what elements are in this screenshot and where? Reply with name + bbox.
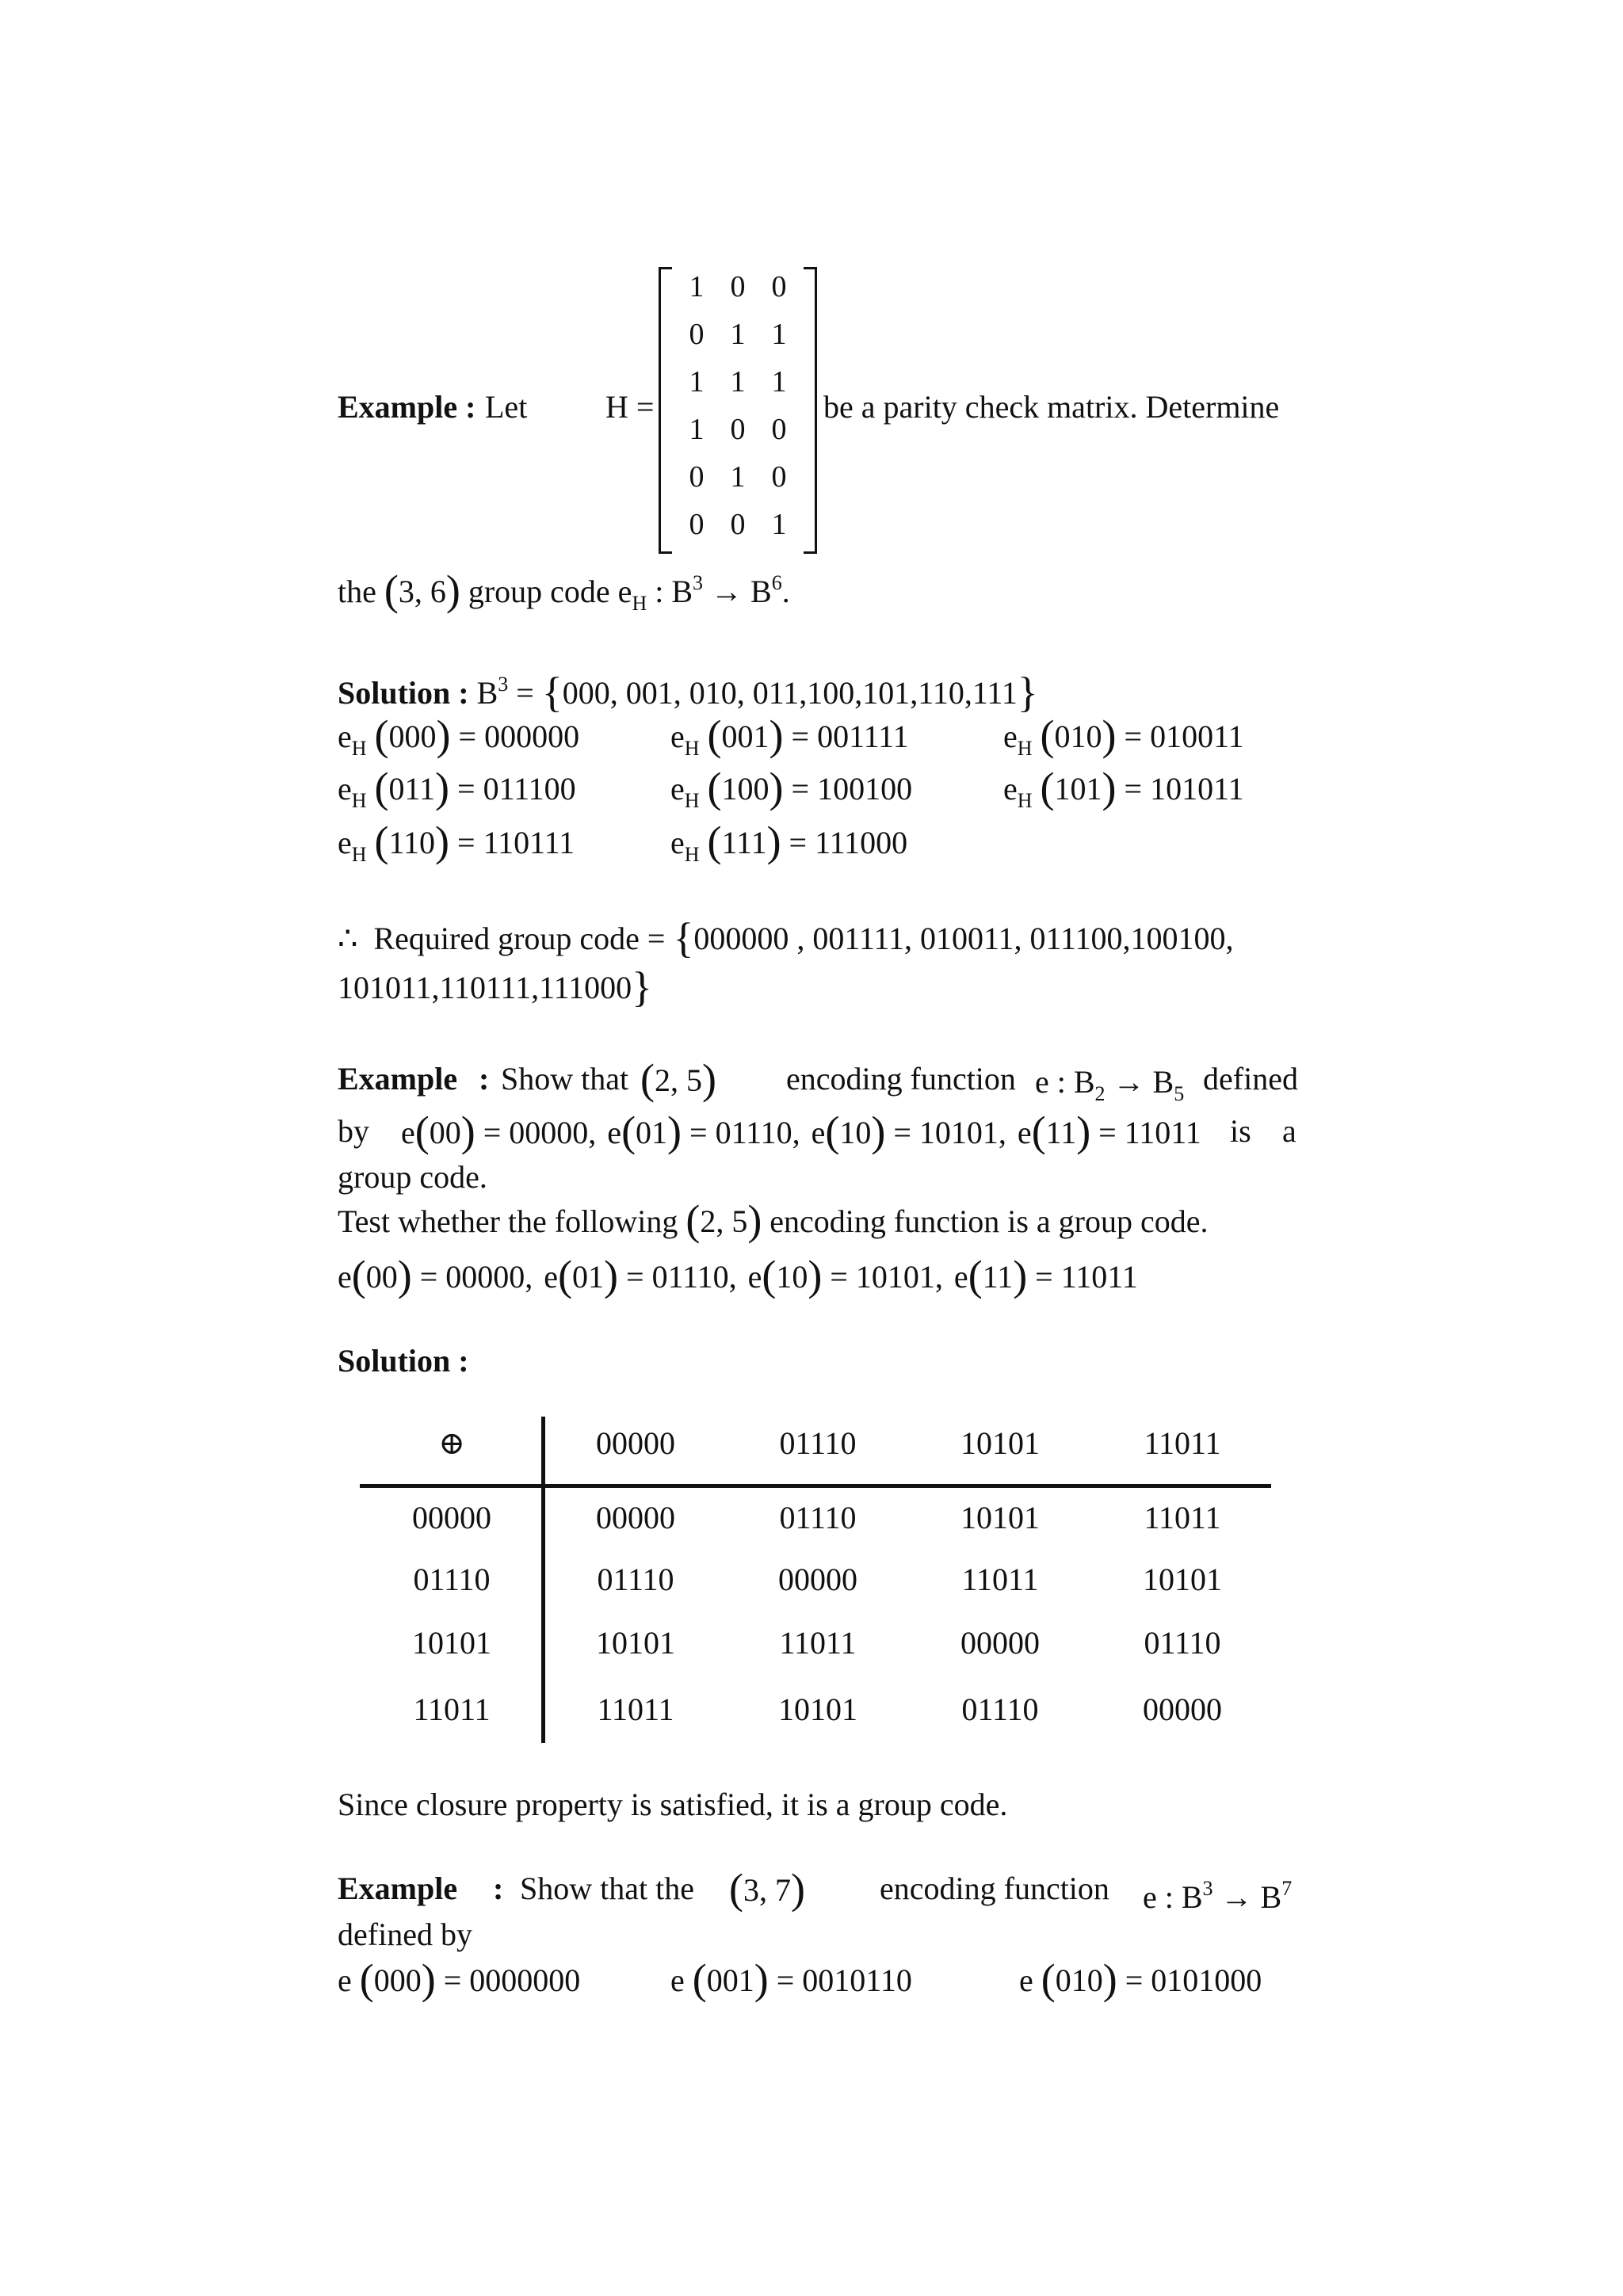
- defined-text: defined: [1203, 1061, 1298, 1097]
- matrix-row: [676, 507, 800, 542]
- code-params: 3, 6: [398, 574, 446, 609]
- example-3-params: (3, 7): [729, 1865, 805, 1913]
- encoding-argument: 010: [1054, 719, 1102, 754]
- required-group-code: ∴ Required group code = {000000 , 001111, 010011, 011100,100100,: [338, 914, 1234, 962]
- encoding-e: e: [338, 771, 352, 807]
- solution-2-label: Solution :: [338, 1343, 469, 1379]
- encoding-function-text-3: encoding function: [880, 1871, 1109, 1906]
- example-3-label: Example: [338, 1871, 458, 1906]
- encoding-sub: H: [684, 843, 700, 866]
- table-cell: 00000: [778, 1562, 857, 1597]
- encoding-item: $e_H$ (110) = 110111: [338, 818, 575, 866]
- table-row-header: 00000: [412, 1500, 491, 1535]
- matrix-entry: 0: [771, 270, 787, 303]
- map-sub-h: H: [632, 592, 647, 615]
- definition-3-value: 0000000: [469, 1962, 581, 1998]
- definition-value: 00000,: [509, 1115, 597, 1150]
- is-text: is: [1230, 1113, 1251, 1149]
- map-e: e: [617, 574, 632, 609]
- encoding-item: $e_H$ (011) = 011100: [338, 764, 576, 812]
- map3-arrow: → B: [1212, 1879, 1282, 1915]
- map2-arrow: → B: [1105, 1064, 1174, 1100]
- a-text: a: [1282, 1113, 1296, 1149]
- definition-argument: 01: [636, 1115, 668, 1150]
- example-2-colon: :: [479, 1061, 490, 1097]
- table-column-header: 01110: [779, 1425, 857, 1461]
- code-params-3-7: 3, 7: [743, 1872, 791, 1908]
- table-row-header: 01110: [413, 1562, 491, 1597]
- encoding-argument: 110: [388, 825, 436, 860]
- test-definitions: [338, 1252, 1138, 1299]
- definition-3-value: 0010110: [802, 1962, 912, 1998]
- map2-domain: e : B: [1035, 1064, 1095, 1100]
- example-2-definitions: [401, 1108, 1201, 1155]
- encoding-sub: H: [1017, 789, 1033, 812]
- map2-domain-sub: 2: [1094, 1082, 1106, 1105]
- definition-value: 10101,: [855, 1259, 943, 1295]
- table-cell: 01110: [779, 1500, 857, 1535]
- parity-check-matrix: [659, 267, 817, 549]
- definition-item: e(11) = 11011: [953, 1252, 1138, 1299]
- encoding-sub: H: [351, 789, 367, 812]
- matrix-entry: 1: [730, 460, 746, 494]
- matrix-entry: 0: [689, 460, 705, 494]
- closure-conclusion: Since closure property is satisfied, it is a group code.: [338, 1787, 1008, 1822]
- encoding-e: e: [670, 719, 685, 754]
- b3-elements: 000, 001, 010, 011,100,101,110,111: [562, 675, 1018, 711]
- encoding-argument: 001: [721, 719, 769, 754]
- group-code-text: group code: [468, 574, 610, 609]
- table-column-header: 11011: [1144, 1425, 1221, 1461]
- table-cell: 11011: [779, 1625, 857, 1661]
- xor-operator-symbol: ⊕: [438, 1425, 465, 1461]
- let-text: Let: [485, 389, 528, 425]
- encoding-e: e: [670, 771, 685, 807]
- definition-item: e(01) = 01110,: [544, 1252, 737, 1299]
- matrix-entry: 0: [730, 508, 746, 541]
- show-that-text: Show that: [501, 1061, 629, 1097]
- definition-argument: 00: [365, 1259, 398, 1295]
- code-params-2-5: 2, 5: [654, 1062, 702, 1098]
- definition-item-3: e (001) = 0010110: [670, 1955, 912, 2003]
- encoding-value: 000000: [484, 719, 580, 754]
- matrix-entry: 1: [771, 508, 787, 541]
- table-cell: 01110: [1144, 1625, 1221, 1661]
- definition-item: e(10) = 10101,: [811, 1108, 1006, 1155]
- encoding-e: e: [338, 825, 352, 860]
- encoding-e: e: [338, 719, 352, 754]
- test-pre: Test whether the following: [338, 1203, 678, 1239]
- matrix-entry: 1: [689, 365, 705, 399]
- matrix-entry: 0: [771, 460, 787, 494]
- matrix-entry: 1: [730, 365, 746, 399]
- encoding-argument: 101: [1054, 771, 1102, 807]
- test-post: encoding function is a group code.: [769, 1203, 1209, 1239]
- test-statement: Test whether the following (2, 5) encoding function is a group code.: [338, 1196, 1209, 1244]
- solution-1-set: Solution : $B^3 = \{000$, 001, 010, 011,100,101,110,111}: [338, 669, 1038, 716]
- encoding-e: e: [670, 825, 685, 860]
- map-domain-exp: 3: [693, 571, 704, 594]
- example-2-params: (2, 5): [640, 1055, 716, 1103]
- definition-3-argument: 001: [706, 1962, 754, 1998]
- encoding-argument: 111: [721, 825, 767, 860]
- the-text: the: [338, 574, 376, 609]
- h-equals: H =: [605, 389, 655, 425]
- definition-value: 01110,: [651, 1259, 737, 1295]
- definition-item: e(00) = 00000,: [401, 1108, 597, 1155]
- required-group-code-cont: 101011,110111,111000}: [338, 963, 653, 1011]
- encoding-argument: 000: [388, 719, 437, 754]
- map3-codomain-exp: 7: [1281, 1877, 1293, 1900]
- definition-argument: 11: [982, 1259, 1014, 1295]
- encoding-sub: H: [684, 789, 700, 812]
- group-code-line-2: 101011,110111,111000: [338, 970, 632, 1005]
- example-2-label: Example: [338, 1061, 458, 1097]
- table-column-header: 00000: [596, 1425, 675, 1461]
- encoding-item: $e_H$ (010) = 010011: [1003, 711, 1244, 760]
- encoding-item: $e_H$ (100) = 100100: [670, 764, 913, 812]
- by-text: by: [338, 1113, 369, 1149]
- matrix-entry: 1: [730, 318, 746, 351]
- matrix-description: be a parity check matrix. Determine: [823, 389, 1280, 425]
- encoding-item: $e_H$ (000) = 000000: [338, 711, 580, 760]
- definition-item: e(11) = 11011: [1017, 1108, 1201, 1155]
- encoding-item: $e_H$ (111) = 111000: [670, 818, 908, 866]
- encoding-value: 111000: [815, 825, 908, 860]
- map2-codomain-sub: 5: [1174, 1082, 1185, 1105]
- table-cell: 11011: [1144, 1500, 1221, 1535]
- encoding-value: 011100: [483, 771, 576, 807]
- map-codomain-exp: 6: [771, 571, 782, 594]
- b3-equals: =: [508, 675, 542, 711]
- definition-item-3: e (000) = 0000000: [338, 1955, 581, 2003]
- encoding-e: e: [1003, 719, 1018, 754]
- example-3-map: [1143, 1870, 1292, 1917]
- table-vertical-rule: [541, 1417, 545, 1743]
- definition-value: 11011: [1060, 1259, 1138, 1295]
- map-domain: : B: [647, 574, 693, 609]
- definition-item-3: e (010) = 0101000: [1019, 1955, 1262, 2003]
- matrix-row: [676, 317, 800, 352]
- matrix-entry: 1: [689, 413, 705, 446]
- matrix-entry: 1: [771, 318, 787, 351]
- matrix-row: [676, 412, 800, 447]
- matrix-row: [676, 460, 800, 494]
- definition-item: e(01) = 01110,: [607, 1108, 800, 1155]
- group-code-text-2: group code.: [338, 1159, 487, 1195]
- encoding-item: $e_H$ (101) = 101011: [1003, 764, 1244, 812]
- b3-symbol: B: [476, 675, 498, 711]
- encoding-argument: 011: [388, 771, 436, 807]
- definition-argument: 10: [776, 1259, 808, 1295]
- matrix-entry: 0: [689, 318, 705, 351]
- encoding-value: 001111: [817, 719, 909, 754]
- solution-1-label: Solution :: [338, 675, 469, 711]
- matrix-entry: 0: [730, 413, 746, 446]
- matrix-row: [676, 364, 800, 399]
- encoding-sub: H: [1017, 737, 1033, 760]
- encoding-function-text: encoding function: [786, 1061, 1016, 1097]
- matrix-right-bracket: [804, 267, 817, 554]
- matrix-entry: 1: [771, 365, 787, 399]
- table-horizontal-rule: [360, 1484, 1271, 1488]
- encoding-sub: H: [684, 737, 700, 760]
- table-cell: 10101: [778, 1691, 857, 1727]
- definition-3-argument: 000: [373, 1962, 422, 1998]
- definition-value: 01110,: [715, 1115, 800, 1150]
- definition-argument: 10: [839, 1115, 872, 1150]
- definition-item: e(10) = 10101,: [747, 1252, 943, 1299]
- definition-argument: 01: [572, 1259, 605, 1295]
- therefore-symbol: ∴: [338, 921, 358, 956]
- required-group-code-label: Required group code =: [373, 921, 666, 956]
- encoding-value: 100100: [817, 771, 913, 807]
- matrix-entry: 0: [689, 508, 705, 541]
- matrix-row: [676, 269, 800, 304]
- table-cell: 00000: [960, 1625, 1040, 1661]
- encoding-e: e: [1003, 771, 1018, 807]
- table-cell: 00000: [596, 1500, 675, 1535]
- group-code-line-1: 000000 , 001111, 010011, 011100,100100,: [693, 921, 1234, 956]
- map3-domain: e : B: [1143, 1879, 1203, 1915]
- matrix-entry: 1: [689, 270, 705, 303]
- matrix-entry: 0: [730, 270, 746, 303]
- definition-3-argument: 010: [1055, 1962, 1103, 1998]
- table-cell: 10101: [960, 1500, 1040, 1535]
- map3-domain-exp: 3: [1202, 1877, 1213, 1900]
- test-params: 2, 5: [700, 1203, 748, 1239]
- matrix-left-bracket: [659, 267, 672, 554]
- matrix-entry: 0: [771, 413, 787, 446]
- definition-item: e(00) = 00000,: [338, 1252, 533, 1299]
- definition-argument: 11: [1045, 1115, 1077, 1150]
- table-column-header: 10101: [960, 1425, 1040, 1461]
- table-cell: 00000: [1143, 1691, 1222, 1727]
- table-cell: 10101: [596, 1625, 675, 1661]
- encoding-value: 010011: [1150, 719, 1244, 754]
- defined-by-text: defined by: [338, 1917, 472, 1952]
- encoding-item: $e_H$ (001) = 001111: [670, 711, 909, 760]
- table-cell: 11011: [597, 1691, 674, 1727]
- period: .: [781, 574, 790, 609]
- map-arrow: → B: [703, 574, 772, 609]
- encoding-value: 110111: [483, 825, 575, 860]
- definition-value: 10101,: [918, 1115, 1006, 1150]
- table-cell: 01110: [597, 1562, 674, 1597]
- group-code-statement: the (3, 6) group code $e_H$ : $B^3 \to B^6$.: [338, 566, 790, 615]
- example-2-map: [1035, 1063, 1184, 1113]
- table-cell: 10101: [1143, 1562, 1222, 1597]
- table-cell: 01110: [961, 1691, 1039, 1727]
- definition-value: 00000,: [445, 1259, 533, 1295]
- example-3-colon: :: [493, 1871, 504, 1906]
- show-that-the-text: Show that the: [520, 1871, 694, 1906]
- encoding-sub: H: [351, 843, 367, 866]
- definition-argument: 00: [429, 1115, 461, 1150]
- table-row-header: 10101: [412, 1625, 491, 1661]
- definition-value: 11011: [1124, 1115, 1201, 1150]
- definition-3-value: 0101000: [1151, 1962, 1262, 1998]
- b3-exp: 3: [498, 673, 509, 696]
- encoding-argument: 100: [721, 771, 769, 807]
- encoding-value: 101011: [1150, 771, 1244, 807]
- table-row-header: 11011: [413, 1691, 491, 1727]
- table-cell: 11011: [961, 1562, 1039, 1597]
- encoding-sub: H: [351, 737, 367, 760]
- example-1-label: Example :: [338, 389, 476, 425]
